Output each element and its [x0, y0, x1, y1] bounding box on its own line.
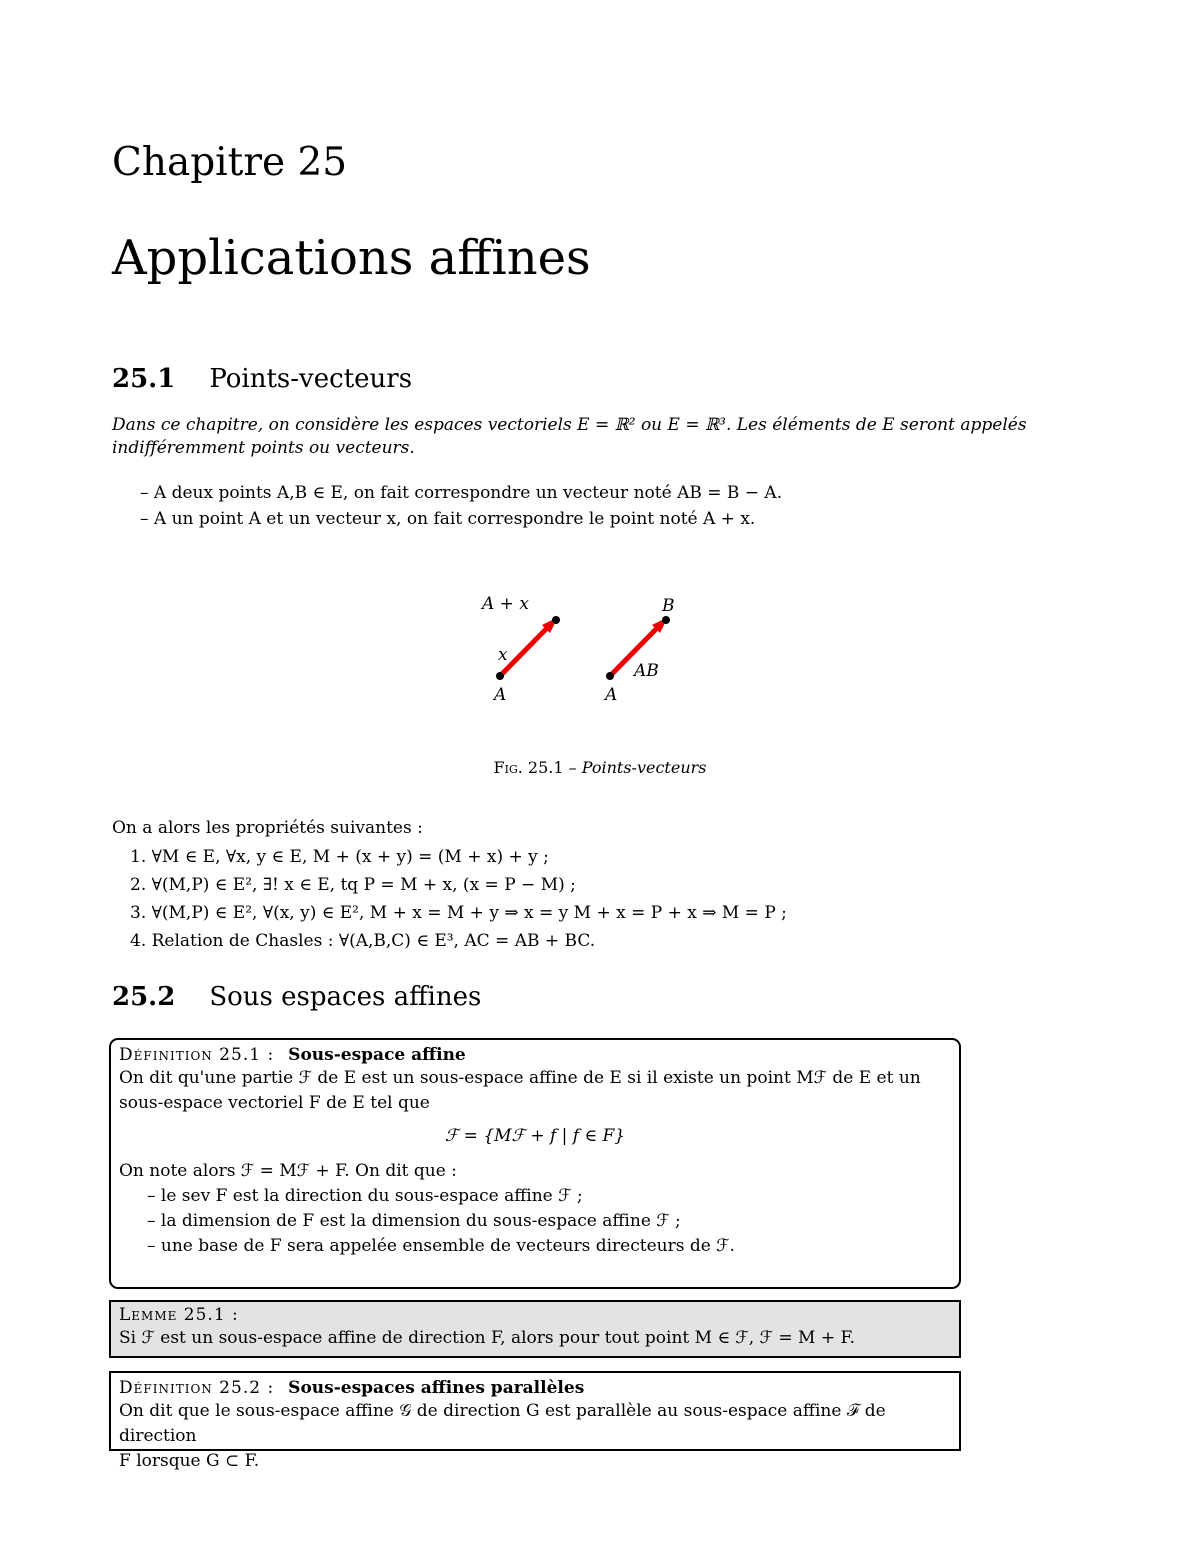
- label-x: x: [498, 645, 508, 665]
- definition-list-item: – le sev F est la direction du sous-espace affine ℱ ;: [147, 1184, 951, 1209]
- definition-note: On note alors ℱ = Mℱ + F. On dit que :: [119, 1161, 457, 1181]
- label-ab: AB: [634, 661, 659, 681]
- intro-line: Dans ce chapitre, on considère les espaces vectoriels E = ℝ² ou E = ℝ³. Les éléments de E seront appelés: [112, 415, 1027, 435]
- properties-intro: On a alors les propriétés suivantes :: [112, 818, 423, 838]
- point-b: [662, 616, 670, 624]
- section-title: Points-vecteurs: [209, 364, 413, 394]
- vector-x-arrow: [500, 623, 552, 676]
- definition-kind: Définition 25.2 :: [119, 1378, 275, 1398]
- section-heading-2: [112, 982, 481, 1012]
- lemma-kind: Lemme 25.1 :: [119, 1305, 239, 1325]
- property-item: 2. ∀(M,P) ∈ E², ∃! x ∈ E, tq P = M + x, (x = P − M) ;: [130, 875, 576, 895]
- definition-list-item: – la dimension de F est la dimension du sous-espace affine ℱ ;: [147, 1209, 951, 1234]
- property-item: 1. ∀M ∈ E, ∀x, y ∈ E, M + (x + y) = (M + x) + y ;: [130, 847, 549, 867]
- point-a-plus-x: [552, 616, 560, 624]
- caption-text: Points-vecteurs: [581, 758, 707, 777]
- definition-line: F lorsque G ⊂ F.: [119, 1451, 260, 1471]
- property-item: 3. ∀(M,P) ∈ E², ∀(x, y) ∈ E², M + x = M + y ⇒ x = y M + x = P + x ⇒ M = P ;: [130, 903, 787, 923]
- section-heading-1: [112, 364, 412, 394]
- caption-prefix: Fig. 25.1 –: [493, 758, 577, 777]
- definition-line: On dit que le sous-espace affine 𝒢 de direction G est parallèle au sous-espace affine ℱ de direction: [119, 1401, 886, 1446]
- definition-box: [109, 1038, 961, 1289]
- definition-kind: Définition 25.1 :: [119, 1045, 275, 1065]
- figure-caption: [0, 758, 1200, 777]
- section-number: 25.1: [112, 364, 176, 394]
- section-title: Sous espaces affines: [209, 982, 482, 1012]
- definition-name: Sous-espace affine: [288, 1045, 466, 1065]
- points-vectors-figure: [470, 585, 730, 715]
- point-a: [496, 672, 504, 680]
- definition-formula: ℱ = {Mℱ + f | f ∈ F}: [444, 1126, 626, 1146]
- lemma-box: [109, 1300, 961, 1358]
- definition-list-item: – une base de F sera appelée ensemble de vecteurs directeurs de ℱ.: [147, 1234, 951, 1259]
- point-a: [606, 672, 614, 680]
- definition-list: [119, 1184, 951, 1259]
- property-item: 4. Relation de Chasles : ∀(A,B,C) ∈ E³, AC = AB + BC.: [130, 931, 596, 951]
- label-b: B: [662, 596, 675, 616]
- definition-header: [119, 1044, 951, 1066]
- intro-paragraph: [112, 414, 1057, 460]
- intro-line: indifféremment points ou vecteurs.: [112, 438, 415, 458]
- label-a: A: [494, 685, 507, 705]
- bullet-list: [140, 480, 782, 532]
- chapter-title: Applications affines: [112, 230, 591, 286]
- properties-list: [130, 843, 787, 955]
- section-number: 25.2: [112, 982, 176, 1012]
- chapter-label: Chapitre 25: [112, 140, 348, 185]
- definition-line: sous-espace vectoriel F de E tel que: [119, 1093, 430, 1113]
- definition-line: On dit qu'une partie ℱ de E est un sous-espace affine de E si il existe un point Mℱ de E et un: [119, 1068, 921, 1088]
- lemma-text: Si ℱ est un sous-espace affine de direction F, alors pour tout point M ∈ ℱ, ℱ = M + F.: [119, 1328, 856, 1348]
- definition-name: Sous-espaces affines parallèles: [288, 1378, 585, 1398]
- definition-header: [119, 1377, 951, 1399]
- definition-box: [109, 1371, 961, 1471]
- label-a: A: [605, 685, 618, 705]
- bullet-item: – A un point A et un vecteur x, on fait correspondre le point noté A + x.: [140, 509, 756, 529]
- label-a-plus-x: A + x: [482, 594, 529, 614]
- bullet-item: – A deux points A,B ∈ E, on fait correspondre un vecteur noté AB = B − A.: [140, 483, 783, 503]
